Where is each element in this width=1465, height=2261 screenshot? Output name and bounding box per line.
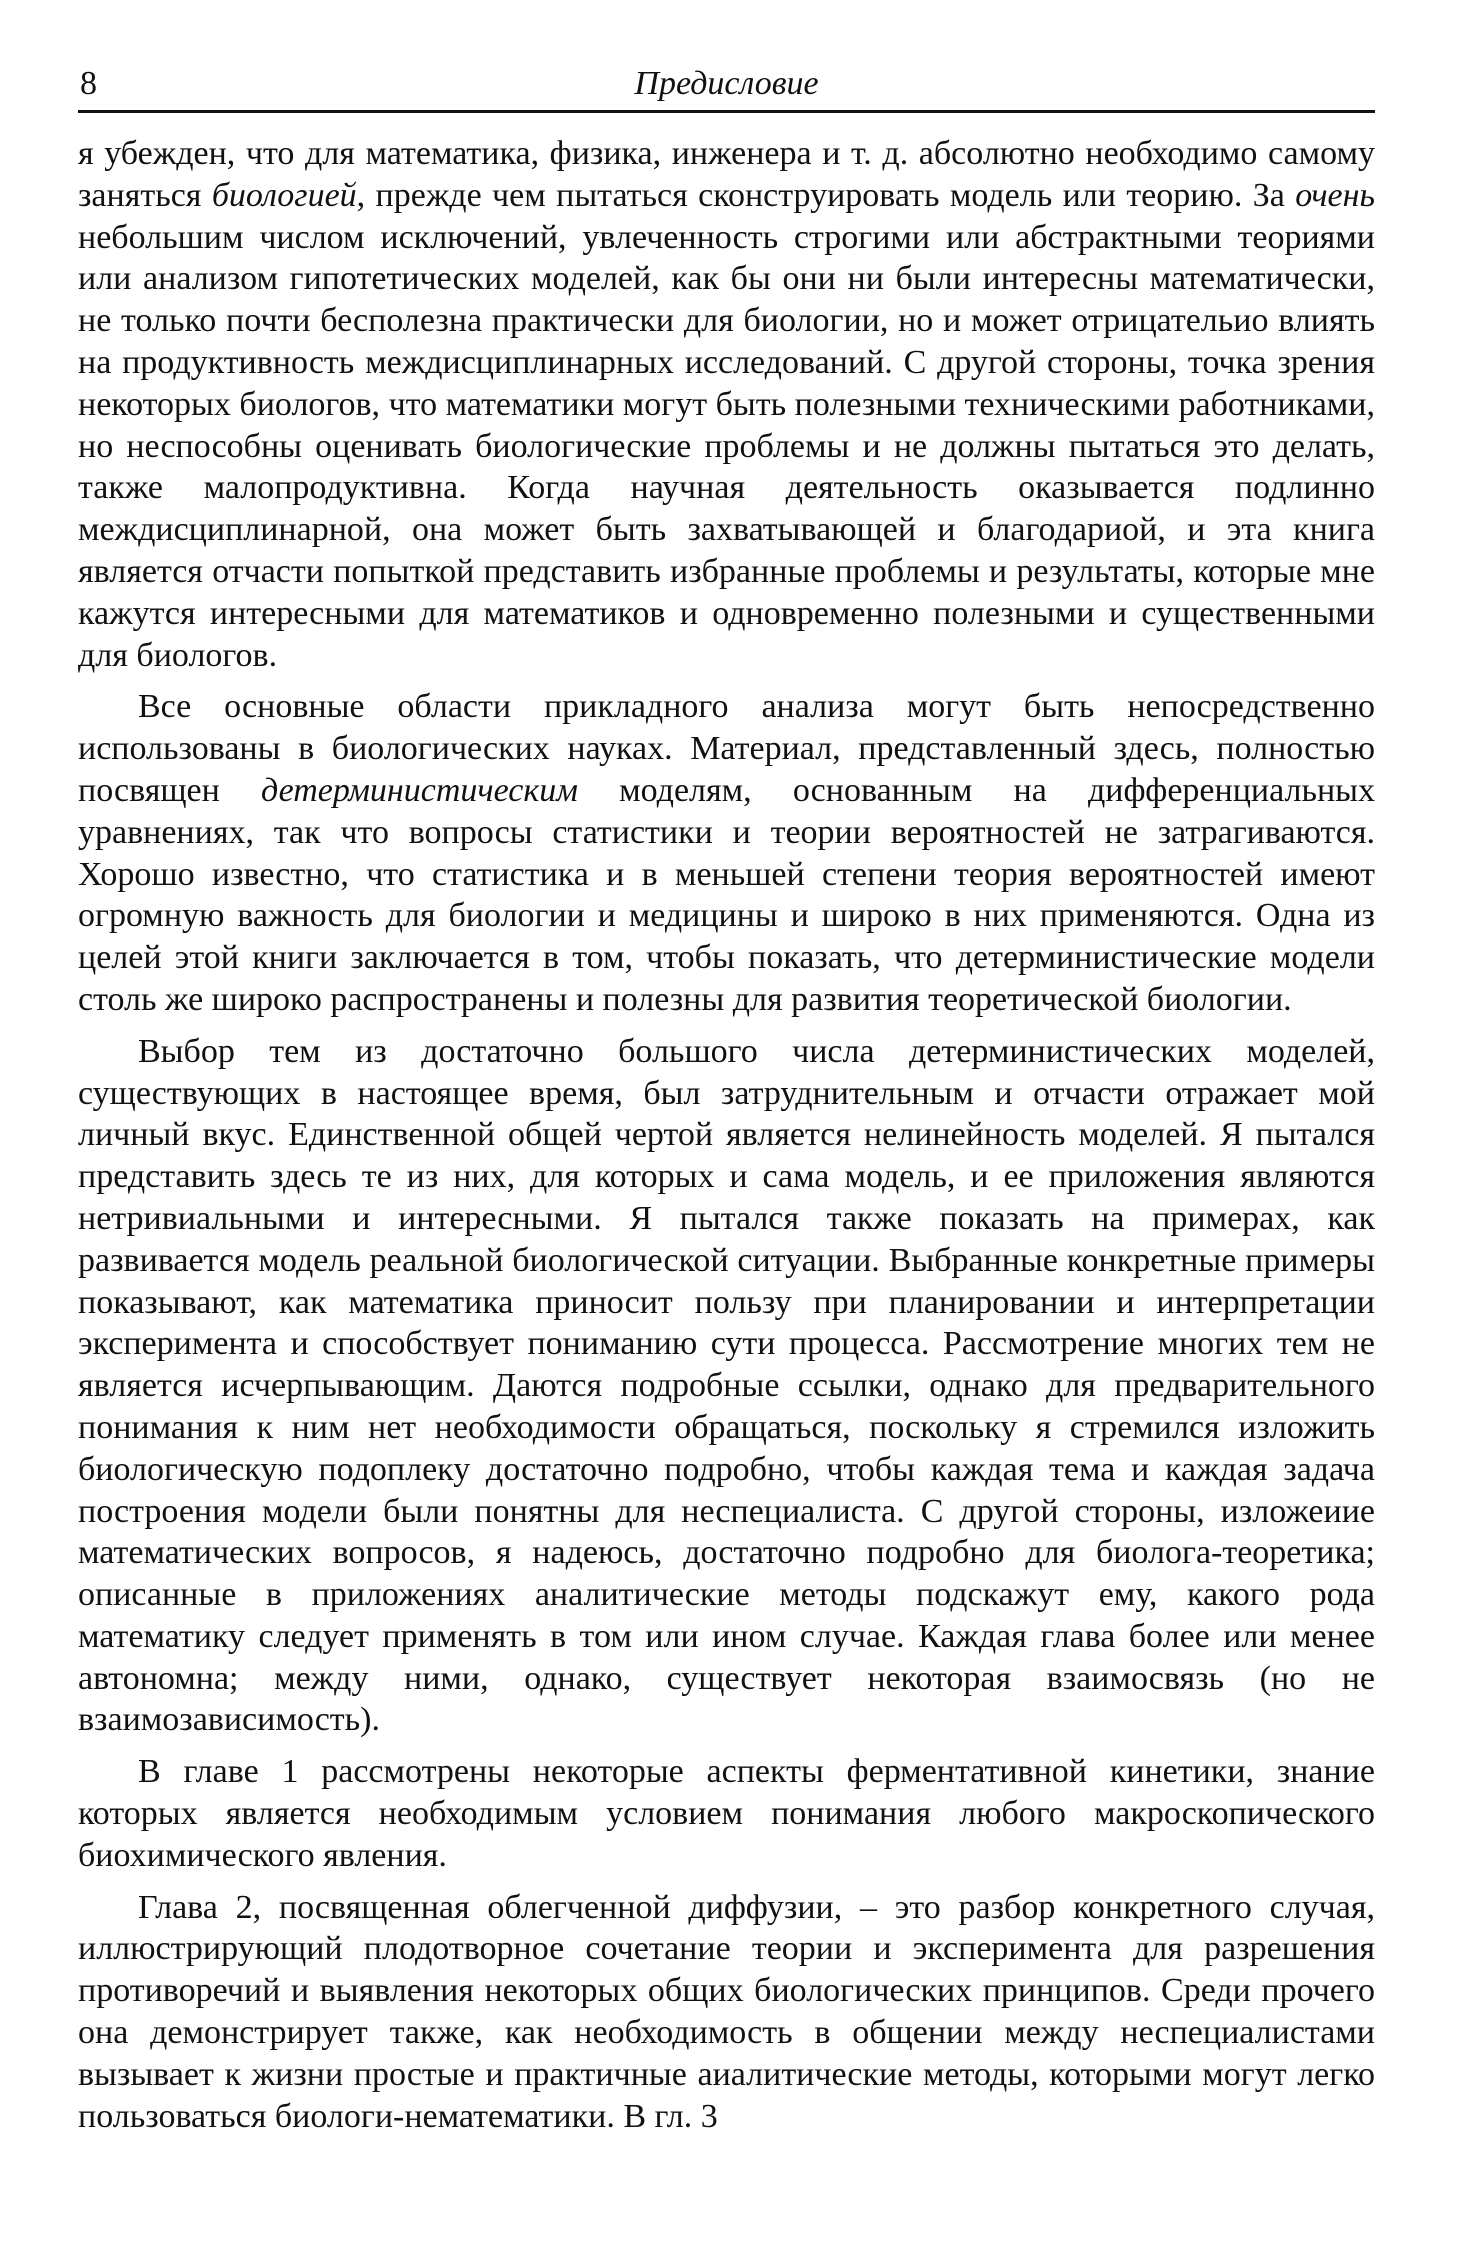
paragraph-3 <box>78 1031 1375 1742</box>
text-run: небольшим числом исключений, увлеченность строгими или абстрактными теориями или анализом гипотетических моделей, как бы они ни были интересны математически, не только почти бесполезна практически для биологии, но и может отрицательио влиять на продуктивность междисциплинарных исследований. С другой стороны, точка зрения некоторых биологов, что математики могут быть полезными техническими работниками, но неспособны оценивать биологические проблемы и не должны пытаться это делать, также малопродуктивна. Когда научная деятельность оказывается подлинно междисциплинарной, она может быть захватывающей и благодариой, и эта книга является отчасти попыткой представить избранные проблемы и результаты, которые мне кажутся интересными для математиков и одновременно полезными и существенными для биологов. <box>78 218 1375 674</box>
text-run: Глава 2, посвященная облегченной диффузии, – это разбор конкретного случая, иллюстрирующий плодотворное сочетание теории и эксперимента для разрешения противоречий и выявления некоторых общих биологических принципов. Среди прочего она демонстрирует также, как необходимость в общении между неспециалистами вызывает к жизни простые и практичные аиалитические методы, которыми могут легко пользоваться биологи-нематематики. В гл. 3 <box>78 1888 1375 2135</box>
paragraph-4 <box>78 1751 1375 1876</box>
text-run: Выбор тем из достаточно большого числа детерминистических моделей, существующих в настоящее время, был затруднительным и отчасти отражает мой личный вкус. Единственной общей чертой является нелинейность моделей. Я пытался представить здесь те из них, для которых и сама модель, и ее приложения являются нетривиальными и интересными. Я пытался также показать на примерах, как развивается модель реальной биологической ситуации. Выбранные конкретные примеры показывают, как математика приносит пользу при планировании и интерпретации эксперимента и способствует пониманию сути процесса. Рассмотрение многих тем не является исчерпывающим. Даются подробные ссылки, однако для предварительного понимания к ним нет необходимости обращаться, поскольку я стремился изложить биологическую подоплеку достаточно подробно, чтобы каждая тема и каждая задача построения модели были понятны для неспециалиста. С другой стороны, изложеиие математических вопросов, я надеюсь, достаточно подробно для биолога-теоретика; описанные в приложениях аналитические методы подскажут ему, какого рода математику следует применять в том или ином случае. Каждая глава более или менее автономна; между ними, однако, существует некоторая взаимосвязь (но не взаимозависимость). <box>78 1032 1375 1739</box>
italic-term-deterministic: детерминистическим <box>261 771 578 809</box>
italic-emphasis-very: очень <box>1295 176 1375 214</box>
text-run: Все основные области прикладного анализа могут быть непосредственно использованы в биологических науках. Материал, представленный здесь, полностью посвящен <box>78 688 1375 809</box>
book-page <box>78 62 1375 2147</box>
body-text <box>78 133 1375 2137</box>
text-run: моделям, основанным на дифференциальных уравнениях, так что вопросы статистики и теории вероятностей не затрагиваются. Хорошо известно, что статистика и в меньшей степени теория вероятностей имеют огромную важность для биологии и медицины и широко в них применяются. Одна из целей этой книги заключается в том, чтобы показать, что детерминистические модели столь же широко распространены и полезны для развития теоретической биологии. <box>78 771 1376 1018</box>
text-run: , прежде чем пытаться сконструировать модель или теорию. За <box>356 176 1296 214</box>
text-run: В главе 1 рассмотрены некоторые аспекты ферментативной кинетики, знание которых является необходимым условием понимания любого макроскопического биохимического явления. <box>78 1753 1375 1874</box>
text-run: я убежден, что для математика, физика, инженера и т. д. абсолютно необходимо самому заняться <box>78 135 1375 214</box>
italic-term-biology: биологией <box>211 176 357 214</box>
running-title: Предисловие <box>634 65 819 102</box>
paragraph-5 <box>78 1887 1375 2138</box>
paragraph-1 <box>78 133 1375 676</box>
page-number: 8 <box>80 65 97 102</box>
paragraph-2 <box>78 686 1375 1020</box>
page-header <box>78 62 1375 113</box>
